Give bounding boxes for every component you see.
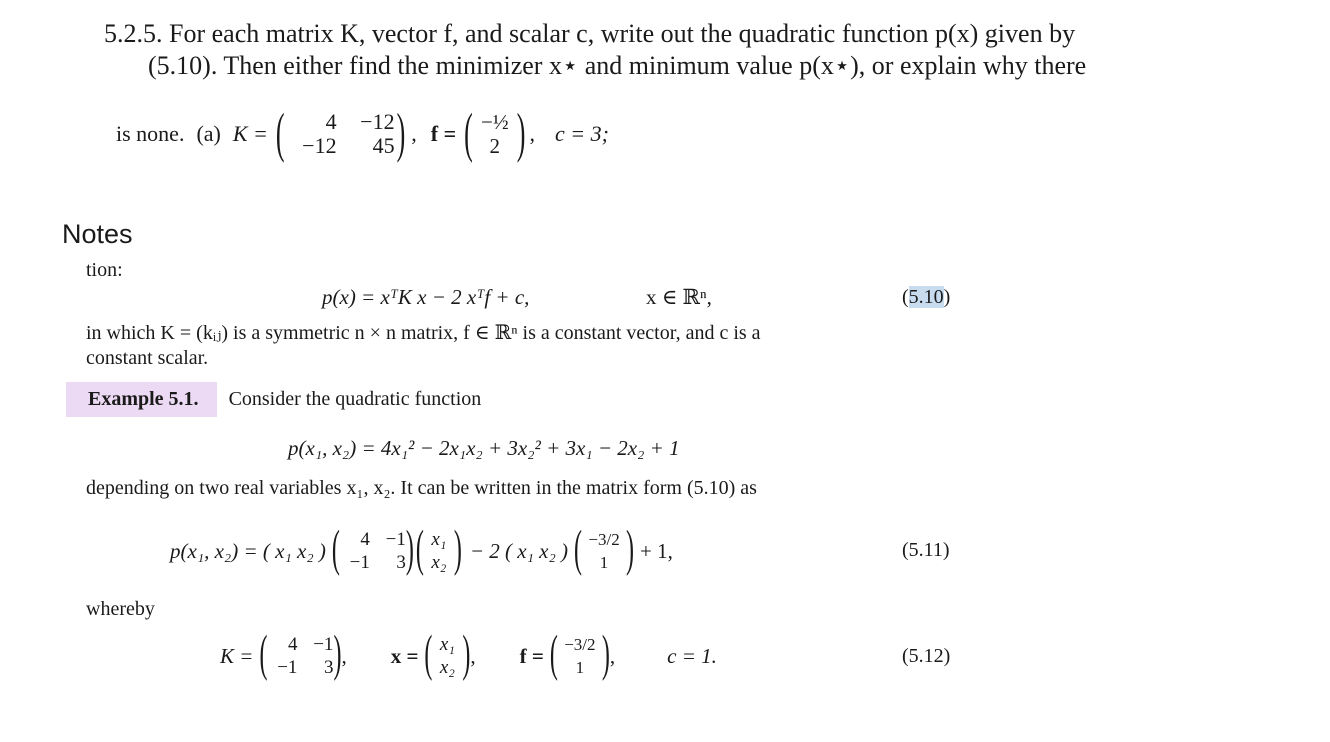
f-vector-cell: 2	[489, 134, 501, 158]
eq-512-f-label: f =	[519, 643, 544, 668]
part-label: (a)	[196, 121, 221, 146]
problem-line-3: is none. (a) K = ( 4 −12 −12 45 ) , f = ( −½ 2 ) , c = 3;	[116, 102, 609, 164]
equation-5-12: K = ( 4 −1 −1 3 ) , x = ( x₁ x₂ ) , f = ( −3/2 1 ) , c = 1.	[220, 627, 717, 683]
eq-512-f-vector: ( −3/2 1 )	[549, 627, 610, 683]
eq-511-f-vector: ( −3/2 1 )	[574, 522, 635, 578]
matrix-cell: −1	[385, 529, 406, 550]
k-matrix-cell: −12	[360, 109, 395, 134]
vector-cell: x₁	[431, 529, 447, 550]
equation-5-10-number: (5.10)	[902, 286, 951, 308]
eq-512-c: c = 1.	[667, 643, 717, 668]
k-label: K =	[232, 121, 268, 146]
matrix-cell: 3	[396, 552, 406, 573]
eq-512-k-label: K =	[220, 643, 254, 668]
k-matrix-cell: 45	[372, 133, 395, 158]
eq-511-lhs: p(x₁, x₂) = ( x₁ x₂ )	[170, 538, 326, 563]
highlighted-reference: 5.10	[908, 286, 944, 308]
vector-cell: 1	[575, 658, 585, 677]
eq-511-mid: − 2 ( x₁ x₂ )	[469, 538, 569, 563]
example-intro: Consider the quadratic function	[228, 388, 482, 410]
vector-cell: x₁	[439, 634, 455, 655]
equation-5-10	[322, 285, 529, 310]
equation-5-10-body: p(x) = xᵀK x − 2 xᵀf + c,	[322, 285, 530, 309]
problem-number: 5.2.5.	[104, 19, 163, 48]
f-label: f =	[430, 121, 457, 146]
paragraph-2: depending on two real variables x₁, x₂. It can be written in the matrix form (5.10) as	[86, 477, 757, 499]
problem-line-1-text: For each matrix K, vector f, and scalar c, write out the quadratic function p(x) given by	[169, 19, 1076, 48]
k-matrix-cell: 4	[325, 109, 337, 134]
matrix-cell: −1	[277, 657, 298, 678]
eq-511-tail: + 1,	[640, 538, 673, 563]
matrix-cell: −1	[313, 634, 334, 655]
f-vector-cell: −½	[481, 110, 509, 134]
example-equation: p(x₁, x₂) = 4x₁² − 2x₁x₂ + 3x₂² + 3x₁ − 2x₂ + 1	[288, 436, 680, 460]
vector-cell: 1	[599, 553, 609, 572]
problem-line-1	[104, 18, 1075, 49]
problem-none-text: is none.	[116, 121, 185, 146]
example-label: Example 5.1.	[66, 382, 217, 417]
equation-5-11-number: (5.11)	[902, 539, 950, 561]
problem-line-2: (5.10). Then either find the minimizer x⋆ and minimum value p(x⋆), or explain why there	[148, 51, 1087, 80]
k-matrix-cell: −12	[302, 133, 337, 158]
equation-5-11	[170, 522, 673, 580]
matrix-cell: −1	[349, 552, 370, 573]
vector-cell: x₂	[439, 657, 455, 678]
c-value: c = 3;	[554, 121, 609, 146]
f-vector: ( −½ 2 )	[464, 102, 526, 164]
paragraph-1-line-1: in which K = (kᵢⱼ) is a symmetric n × n matrix, f ∈ ℝⁿ is a constant vector, and c is a	[86, 322, 761, 344]
matrix-cell: 3	[323, 657, 334, 678]
equation-5-10-domain: x ∈ ℝⁿ,	[646, 285, 712, 309]
vector-cell: −3/2	[564, 635, 596, 654]
eq-511-x-vector: ( x₁ x₂ )	[415, 522, 462, 578]
eq-512-x-label: x =	[390, 643, 419, 668]
whereby-text: whereby	[86, 598, 155, 620]
eq-512-x-vector: ( x₁ x₂ )	[424, 627, 471, 683]
eq-512-k-matrix: ( 4 −1 −1 3 )	[259, 627, 342, 683]
matrix-cell: 4	[360, 529, 370, 550]
fragment-text: tion:	[86, 259, 123, 281]
matrix-cell: 4	[287, 634, 298, 655]
paragraph-1-line-2: constant scalar.	[86, 347, 209, 369]
equation-5-12-number: (5.12)	[902, 645, 951, 667]
k-matrix: ( 4 −12 −12 45 )	[275, 102, 406, 164]
vector-cell: x₂	[431, 552, 447, 573]
vector-cell: −3/2	[588, 530, 620, 549]
eq-511-k-matrix: ( 4 −1 −1 3 )	[331, 522, 414, 578]
notes-heading: Notes	[62, 219, 133, 249]
example-header	[66, 382, 481, 417]
